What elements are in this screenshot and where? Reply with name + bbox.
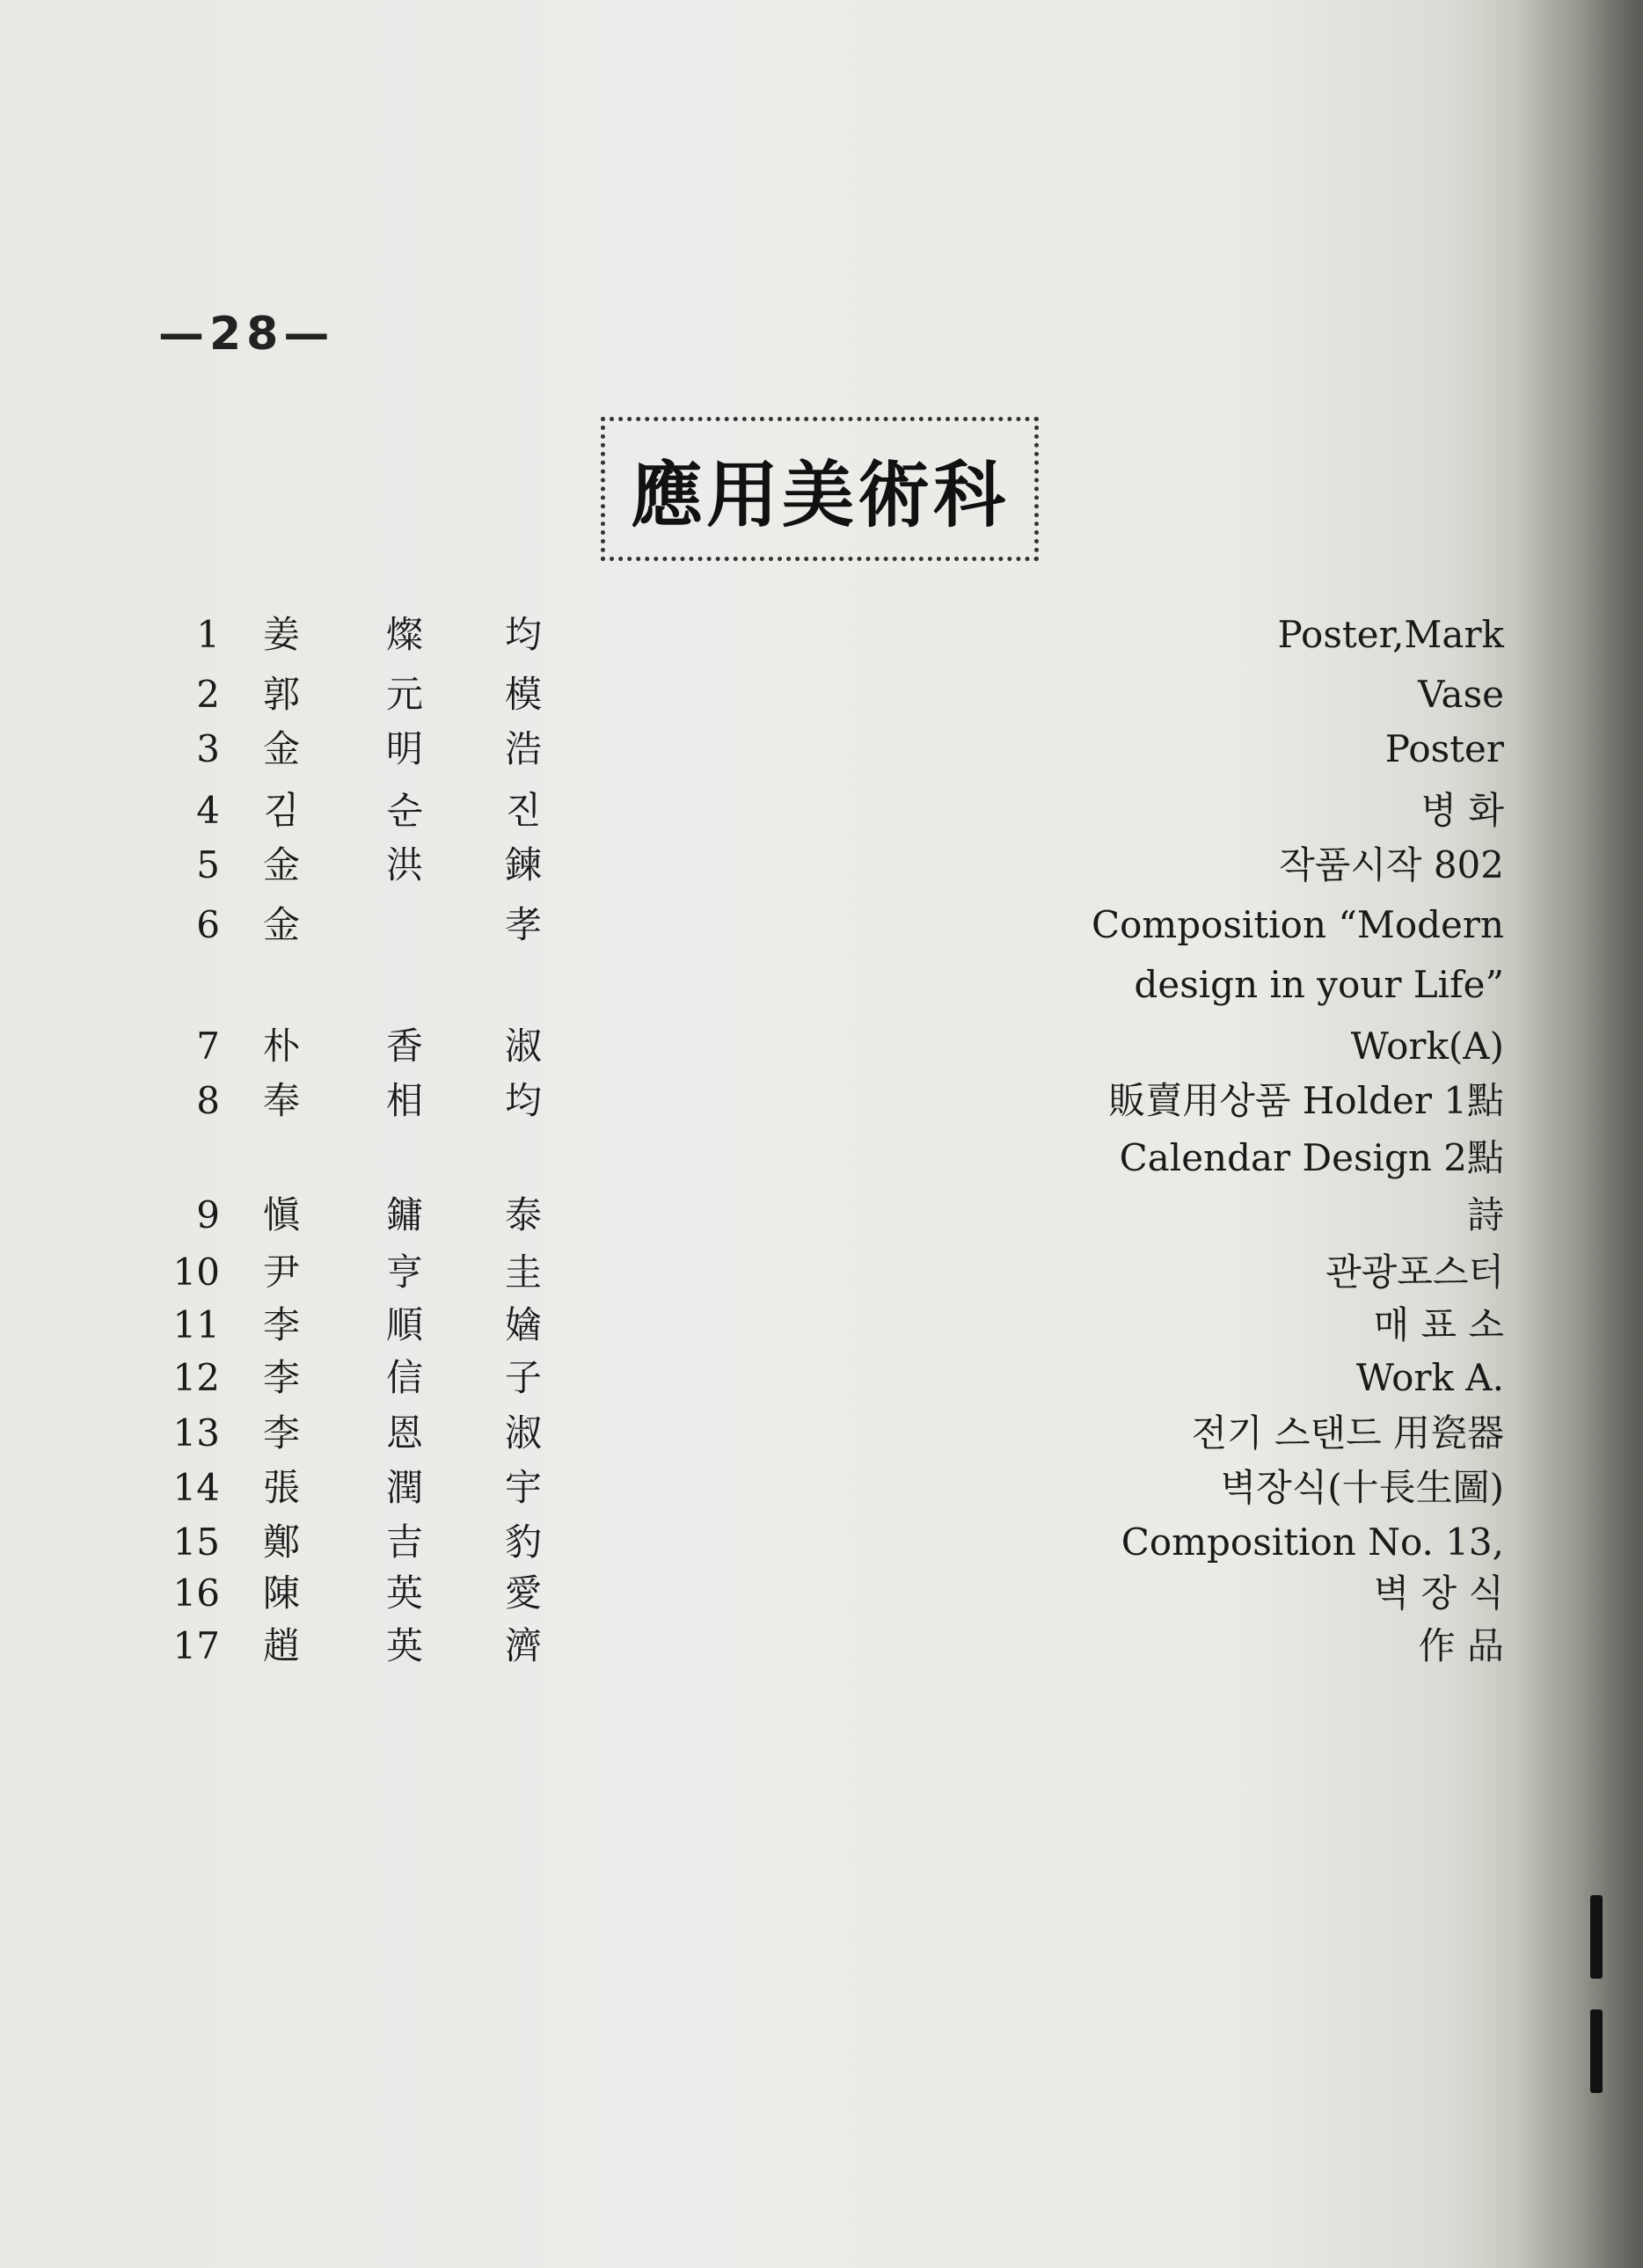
- entry-name-char: 濟: [504, 1624, 542, 1667]
- entry-number: 7: [196, 1025, 220, 1068]
- entry-name-char: 潤: [385, 1466, 423, 1509]
- dot-leader: [545, 1460, 1216, 1516]
- entry-work-continuation: Calendar Design 2點: [1119, 1136, 1504, 1179]
- entry-name-char: 淑: [504, 1025, 542, 1068]
- entry-row: [167, 1565, 1504, 1622]
- entry-row: [167, 897, 1504, 953]
- entry-name-char: 明: [385, 727, 423, 770]
- entry-name-char: 김: [263, 789, 300, 832]
- entry-name-char: 洪: [385, 843, 423, 886]
- page-gutter-shadow: [1520, 0, 1643, 2268]
- entry-leader: [545, 1297, 1504, 1353]
- entry-name-char: 愼: [262, 1193, 300, 1236]
- entry-name-char: 圭: [504, 1251, 542, 1294]
- dot-leader: [545, 1187, 1462, 1243]
- dot-leader: [545, 721, 1380, 777]
- entry-number: 3: [196, 727, 220, 770]
- entry-work-title: 販賣用상품 Holder 1點: [1108, 1079, 1504, 1122]
- entry-number: 6: [196, 903, 220, 946]
- entry-name-char: 鏞: [385, 1193, 423, 1236]
- entry-leader: [545, 897, 1504, 953]
- entry-name-char: 尹: [262, 1251, 300, 1294]
- entry-row: [167, 1618, 1504, 1674]
- entry-name-char: 模: [504, 673, 542, 716]
- entry-leader: [545, 1405, 1504, 1462]
- entry-number: 1: [196, 613, 220, 656]
- entry-leader: [545, 1565, 1504, 1622]
- entry-number: 12: [172, 1356, 220, 1399]
- entry-leader: [545, 1460, 1504, 1516]
- entry-work-title: Composition No. 13,: [1121, 1521, 1504, 1564]
- entry-row: [167, 721, 1504, 777]
- entry-leader: [545, 783, 1504, 839]
- dot-leader: [545, 1405, 1186, 1462]
- entry-leader: [545, 1187, 1504, 1243]
- entry-row: [167, 667, 1504, 723]
- entry-name-char: 張: [262, 1466, 300, 1509]
- entry-row: [167, 783, 1504, 839]
- entry-row: [167, 1073, 1504, 1129]
- entry-name-char: 子: [504, 1356, 542, 1399]
- entry-work-title: Work A.: [1355, 1356, 1504, 1399]
- entry-work-title: 벽 장 식: [1373, 1572, 1504, 1615]
- dot-leader: [545, 1350, 1351, 1406]
- entry-row: [167, 1018, 1504, 1075]
- entry-work-title: 매 표 소: [1373, 1303, 1504, 1346]
- entry-number: 13: [172, 1411, 220, 1455]
- entry-name-char: 淑: [504, 1411, 542, 1455]
- entry-work-title: Poster: [1384, 727, 1504, 770]
- entry-row: [167, 1297, 1504, 1353]
- entry-work-title: 벽장식(十長生圖): [1220, 1466, 1504, 1509]
- entry-work-title: 전기 스탠드 用瓷器: [1191, 1411, 1504, 1455]
- entry-name-char: 姜: [262, 613, 300, 656]
- entry-name-char: 泰: [504, 1193, 542, 1236]
- entry-number: 17: [172, 1624, 220, 1667]
- entry-name-char: 金: [262, 843, 300, 886]
- dot-leader: [545, 783, 1416, 839]
- entry-number: 4: [196, 789, 220, 832]
- entry-row: [167, 1187, 1504, 1243]
- entry-name-char: 진: [505, 789, 542, 832]
- entry-leader: [545, 1073, 1504, 1129]
- entry-name-char: 金: [262, 903, 300, 946]
- dot-leader: [545, 1514, 1116, 1571]
- department-title: 應用美術科: [630, 453, 1009, 537]
- entry-name-char: 李: [262, 1411, 300, 1455]
- entry-work-title: 관광포스터: [1325, 1251, 1504, 1294]
- entry-name-char: 信: [385, 1356, 423, 1399]
- entry-number: 16: [172, 1572, 220, 1615]
- entry-number: 9: [196, 1193, 220, 1236]
- entry-number: 5: [196, 843, 220, 886]
- entry-leader: [545, 1244, 1504, 1301]
- entry-name-char: 恩: [385, 1411, 423, 1455]
- entry-row: [167, 1514, 1504, 1571]
- entry-name-char: 相: [385, 1079, 423, 1122]
- entry-name-char: 亨: [385, 1251, 423, 1294]
- entry-name-char: 孝: [504, 903, 542, 946]
- entry-name-char: 愛: [504, 1572, 542, 1615]
- entry-work-title: Vase: [1418, 673, 1504, 716]
- dot-leader: [545, 1565, 1369, 1622]
- entry-work-title: 작품시작 802: [1279, 843, 1504, 886]
- entry-leader: [545, 667, 1504, 723]
- entry-row: [167, 607, 1504, 663]
- entry-leader: [545, 1514, 1504, 1571]
- entry-work-title: 詩: [1466, 1193, 1504, 1236]
- entry-work-title: Work(A): [1350, 1025, 1504, 1068]
- dot-leader: [545, 1073, 1103, 1129]
- entry-name-char: 均: [504, 1079, 542, 1122]
- entry-row: [167, 837, 1504, 893]
- entry-leader: [545, 837, 1504, 893]
- entry-work-continuation: design in your Life”: [1134, 963, 1504, 1006]
- dot-leader: [545, 1244, 1320, 1301]
- entry-name-char: 郭: [262, 673, 300, 716]
- entry-leader: [545, 1018, 1504, 1075]
- dot-leader: [545, 667, 1413, 723]
- entry-name-char: 英: [385, 1624, 423, 1667]
- entry-name-char: 均: [504, 613, 542, 656]
- dot-leader: [545, 1297, 1369, 1353]
- entry-work-title: Composition “Modern: [1091, 903, 1504, 946]
- entry-row: [167, 1244, 1504, 1301]
- entry-leader: [545, 607, 1504, 663]
- entry-leader: [545, 1350, 1504, 1406]
- entry-name-char: 豹: [504, 1521, 542, 1564]
- entry-name-char: 元: [385, 673, 423, 716]
- dot-leader: [545, 1618, 1413, 1674]
- entry-name-char: 英: [385, 1572, 423, 1615]
- entry-name-char: 순: [386, 789, 423, 832]
- entry-name-char: 奉: [262, 1079, 300, 1122]
- entry-name-char: 吉: [385, 1521, 423, 1564]
- entry-number: 2: [196, 673, 220, 716]
- entry-name-char: 宇: [504, 1466, 542, 1509]
- dot-leader: [545, 897, 1086, 953]
- entry-name-char: 鄭: [262, 1521, 300, 1564]
- dot-leader: [545, 607, 1272, 663]
- binding-mark-lower: [1590, 2009, 1603, 2093]
- entry-work-title: Poster,Mark: [1277, 613, 1504, 656]
- entry-number: 11: [172, 1303, 220, 1346]
- entry-name-char: 㜝: [504, 1303, 542, 1346]
- entry-name-char: 朴: [262, 1025, 300, 1068]
- entry-row: [167, 1460, 1504, 1516]
- entry-name-char: 李: [262, 1303, 300, 1346]
- entry-row: [167, 1350, 1504, 1406]
- entry-name-char: 順: [385, 1303, 423, 1346]
- entry-leader: [545, 721, 1504, 777]
- entry-name-char: 燦: [385, 613, 423, 656]
- entry-number: 14: [172, 1466, 220, 1509]
- entry-number: 10: [172, 1251, 220, 1294]
- entry-name-char: 香: [385, 1025, 423, 1068]
- department-heading-box: [601, 417, 1039, 561]
- entry-number: 8: [196, 1079, 220, 1122]
- entry-work-title: 作 品: [1418, 1624, 1504, 1667]
- dot-leader: [545, 1018, 1346, 1075]
- entry-name-char: 鍊: [504, 843, 542, 886]
- entry-number: 15: [172, 1521, 220, 1564]
- entry-name-char: 李: [262, 1356, 300, 1399]
- entry-leader: [545, 1618, 1504, 1674]
- entry-work-title: 병 화: [1420, 789, 1504, 832]
- entry-name-char: 趙: [262, 1624, 300, 1667]
- page-number: —28—: [158, 308, 335, 361]
- entry-row: [167, 1405, 1504, 1462]
- entry-name-char: 浩: [504, 727, 542, 770]
- entry-name-char: 陳: [262, 1572, 300, 1615]
- entry-name-char: 金: [262, 727, 300, 770]
- binding-mark-upper: [1590, 1895, 1603, 1979]
- dot-leader: [545, 837, 1274, 893]
